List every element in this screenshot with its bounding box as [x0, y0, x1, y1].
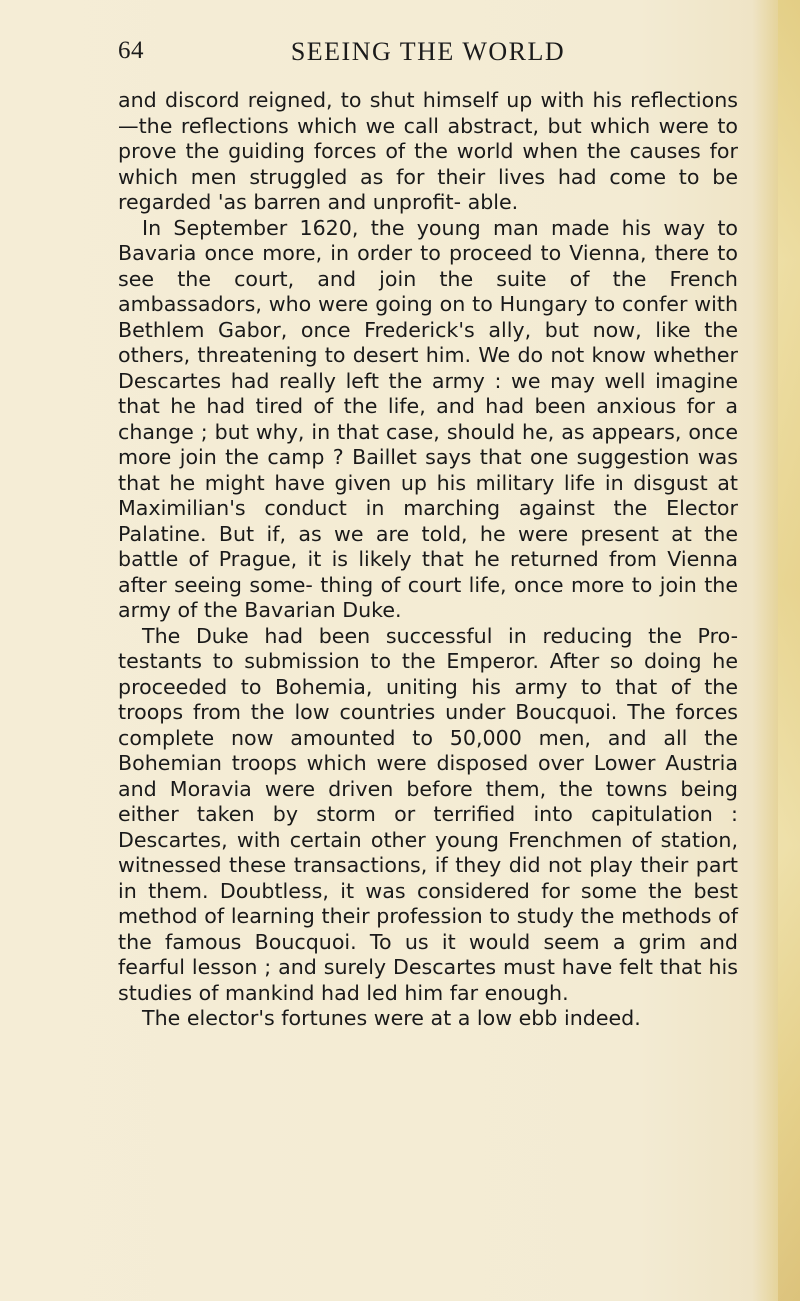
page-number: 64: [118, 37, 144, 64]
paragraph-3: The Duke had been successful in reducing the Pro- testants to submission to the Emperor. After so doing he proceeded to Bohemia, uniting his army to that of the troops from the low countries under Boucquoi. The forces complete now amounted to 50,000 men, and all the Bohemian troops which were disposed over Lower Austria and Moravia were driven before them, the towns being either taken by storm or terrified into capitulation : Descartes, with certain other young Frenchmen of station, witnessed these transactions, if they did not play their part in them. Doubtless, it was considered for some the best method of learning their profession to study the methods of the famous Boucquoi. To us it would seem a grim and fearful lesson ; and surely Descartes must have felt that his studies of mankind had led him far enough.: [118, 623, 738, 1005]
paragraph-4: The elector's fortunes were at a low ebb indeed.: [142, 1006, 641, 1030]
page-header: [118, 37, 738, 69]
body-text: [118, 88, 738, 1032]
page-edge: [778, 0, 800, 1301]
running-title: SEEING THE WORLD: [290, 37, 566, 66]
paragraph-2: In September 1620, the young man made his way to Bavaria once more, in order to proceed to Vienna, there to see the court, and join the suite of the French ambassadors, who were going on to Hungary to confer with Bethlem Gabor, once Frederick's ally, but now, like the others, threatening to desert him. We do not know whether Descartes had really left the army : we may well imagine that he had tired of the life, and had been anxious for a change ; but why, in that case, should he, as appears, once more join the camp ? Baillet says that one suggestion was that he might have given up his military life in disgust at Maximilian's conduct in marching against the Elector Palatine. But if, as we are told, he were present at the battle of Prague, it is likely that he returned from Vienna after seeing some- thing of court life, once more to join the army of the Bavarian Duke.: [118, 215, 738, 622]
paragraph-1: and discord reigned, to shut himself up with his reflections—the reflections which we call abstract, but which were to prove the guiding forces of the world when the causes for which men struggled as for their lives had come to be regarded 'as barren and unprofit- able.: [118, 88, 738, 214]
